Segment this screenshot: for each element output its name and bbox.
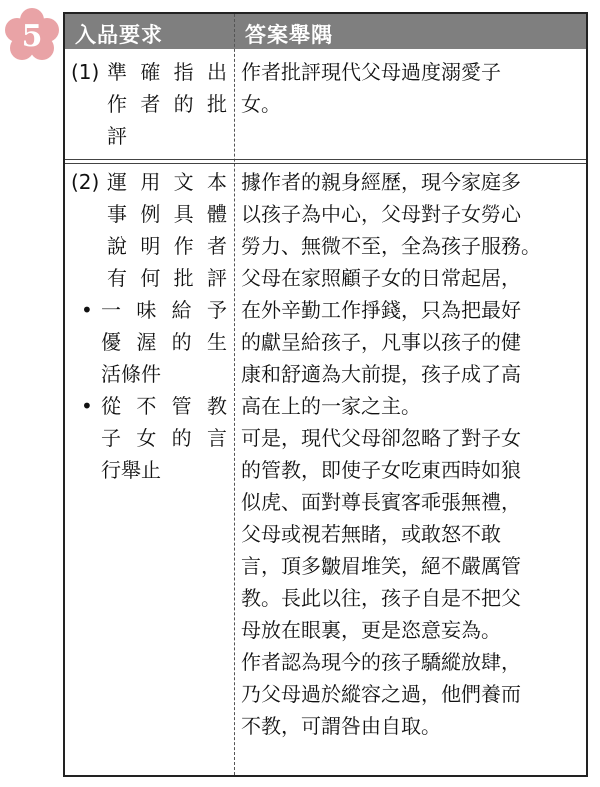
row1-requirement [71, 56, 227, 152]
row1-req-line: 準確指出 [107, 60, 227, 84]
section-number-badge [2, 6, 62, 66]
row2-number: (2) [71, 170, 100, 194]
row1-answer-line: 作者批評現代父母過度溺愛子 [241, 60, 501, 84]
row2-req-line: 有何批評 [107, 266, 227, 290]
answer-table [63, 12, 588, 777]
row2-answer-line: 教。長此以往，孩子自是不把父 [241, 586, 521, 610]
row2-answer-line: 父母或視若無睹，或敢怒不敢 [241, 522, 501, 546]
row2-answer [241, 166, 585, 742]
table-header [65, 14, 586, 49]
bullet-line: 從不管教 [101, 394, 227, 418]
row1-answer [241, 56, 585, 120]
row1-req-line: 評 [107, 124, 127, 148]
header-sample-answer: 答案舉隅 [245, 23, 333, 47]
row2-answer-line: 作者認為現今的孩子驕縱放肆， [241, 650, 521, 674]
row2-answer-line: 乃父母過於縱容之過，他們養而 [241, 682, 521, 706]
row2-answer-line: 勞力、無微不至，全為孩子服務。 [241, 234, 541, 258]
row-divider [65, 159, 586, 160]
bullet-line: 活條件 [101, 362, 161, 386]
row2-bullet-item [71, 294, 227, 390]
header-requirements: 入品要求 [75, 23, 163, 47]
row2-answer-line: 據作者的親身經歷，現今家庭多 [241, 170, 521, 194]
row-divider-inner [65, 163, 586, 164]
bullet-line: 一味給予 [101, 298, 227, 322]
row2-answer-line: 似虎、面對尊長賓客乖張無禮， [241, 490, 521, 514]
bullet-line: 行舉止 [101, 458, 161, 482]
row2-bullet-item [71, 390, 227, 486]
flower-badge-icon [2, 6, 62, 66]
bullet-line: 子女的言 [101, 426, 227, 450]
row2-answer-line: 母放在眼裏，更是恣意妄為。 [241, 618, 501, 642]
row2-answer-line: 言，頂多皺眉堆笑，絕不嚴厲管 [241, 554, 521, 578]
row2-answer-line: 父母在家照顧子女的日常起居， [241, 266, 521, 290]
row1-req-line: 作者的批 [107, 92, 227, 116]
row2-requirement [71, 166, 227, 486]
row2-answer-line: 以孩子為中心，父母對子女勞心 [241, 202, 521, 226]
bullet-line: 優渥的生 [101, 330, 227, 354]
row2-req-line: 運用文本 [107, 170, 227, 194]
bullet-marker: • [81, 298, 93, 322]
bullet-marker: • [81, 394, 93, 418]
column-divider [234, 14, 235, 775]
row2-answer-line: 在外辛勤工作掙錢，只為把最好 [241, 298, 521, 322]
badge-number: 5 [21, 19, 43, 54]
row2-answer-line: 不教，可謂咎由自取。 [241, 714, 441, 738]
row2-req-line: 事例具體 [107, 202, 227, 226]
row2-answer-line: 的獻呈給孩子，凡事以孩子的健 [241, 330, 521, 354]
row2-answer-line: 的管教，即使子女吃東西時如狼 [241, 458, 521, 482]
row2-req-line: 說明作者 [107, 234, 227, 258]
row1-answer-line: 女。 [241, 92, 281, 116]
row2-answer-line: 可是，現代父母卻忽略了對子女 [241, 426, 521, 450]
row2-answer-line: 高在上的一家之主。 [241, 394, 421, 418]
row2-answer-line: 康和舒適為大前提，孩子成了高 [241, 362, 521, 386]
row1-number: (1) [71, 60, 100, 84]
